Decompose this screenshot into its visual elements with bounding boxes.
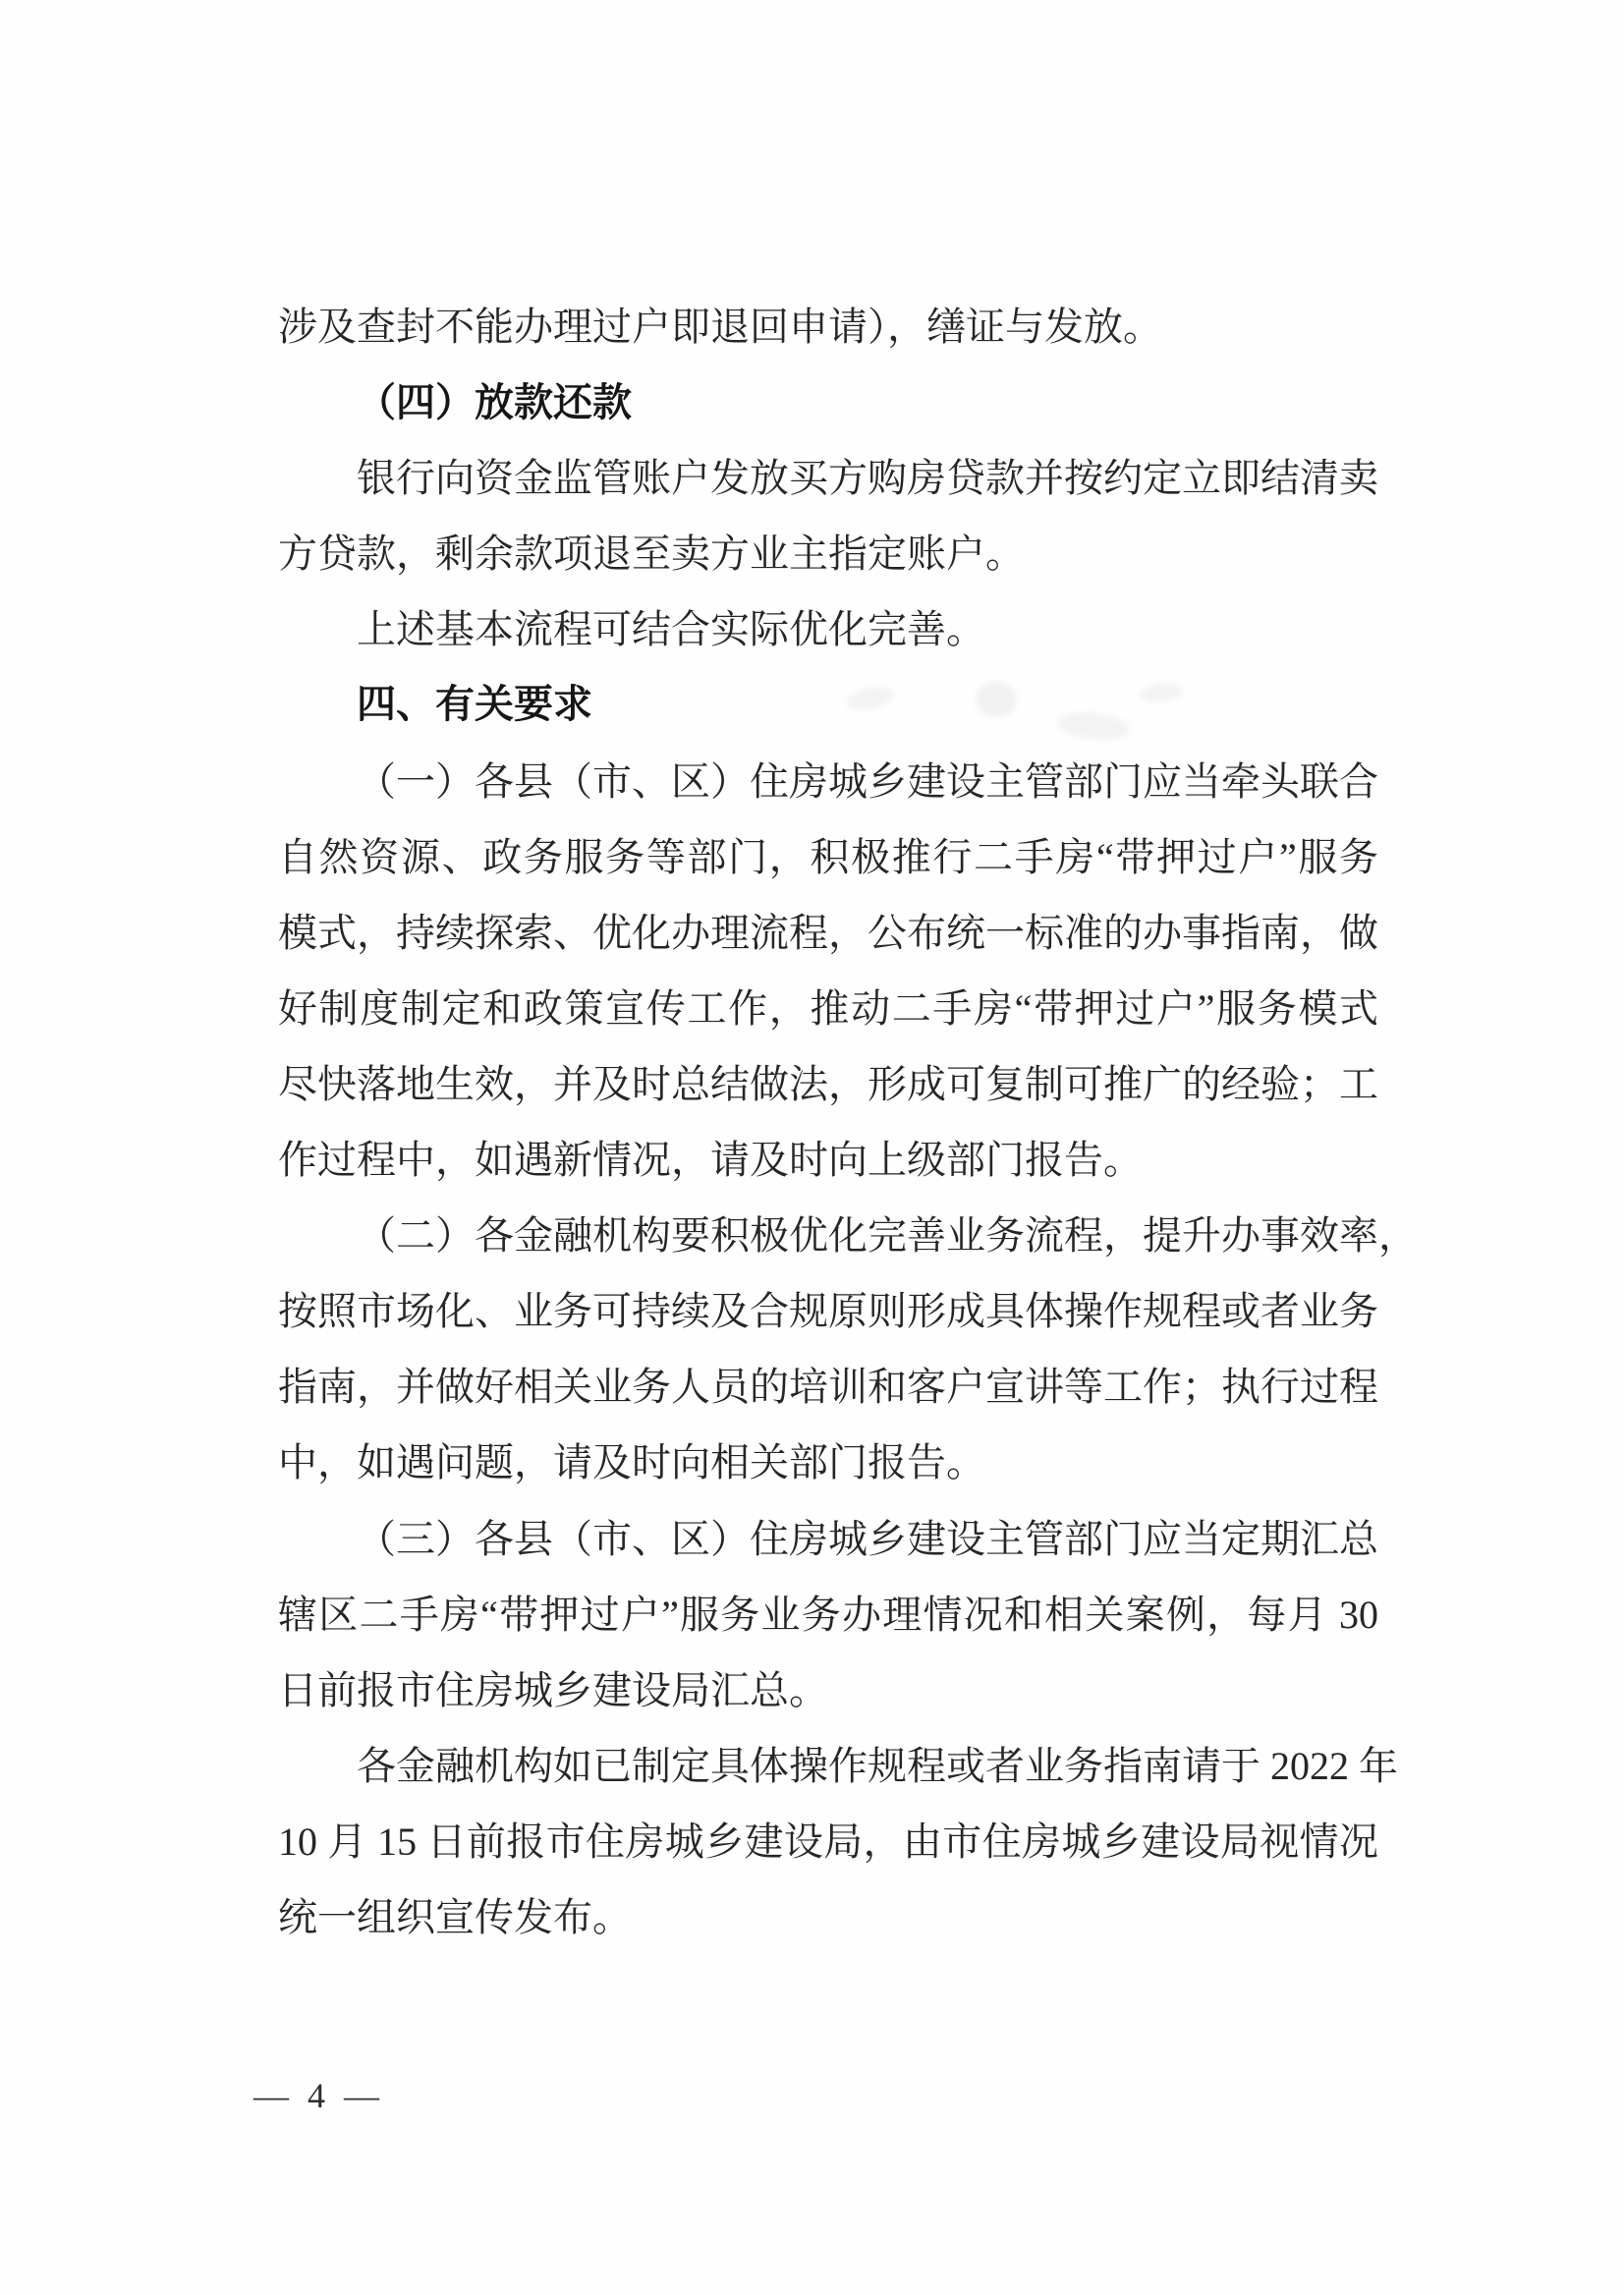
page-number: — 4 — <box>253 2076 384 2115</box>
document-body <box>278 289 1418 1955</box>
scan-artifact <box>976 682 1017 717</box>
text-line: 自然资源、政务服务等部门，积极推行二手房“带押过户”服务 <box>278 834 1378 879</box>
text-line: 上述基本流程可结合实际优化完善。 <box>357 607 985 652</box>
text-line: 作过程中，如遇新情况，请及时向上级部门报告。 <box>278 1138 1143 1183</box>
text-line: （二）各金融机构要积极优化完善业务流程，提升办事效率， <box>357 1213 1418 1259</box>
text-line: 涉及查封不能办理过户即退回申请），缮证与发放。 <box>278 305 1162 349</box>
text-line: 指南，并做好相关业务人员的培训和客户宣讲等工作；执行过程 <box>278 1365 1378 1410</box>
text-line: 模式，持续探索、优化办理流程，公布统一标准的办事指南，做 <box>278 910 1378 955</box>
text-line: 银行向资金监管账户发放买方购房贷款并按约定立即结清卖 <box>357 456 1378 501</box>
text-line: 中，如遇问题，请及时向相关部门报告。 <box>278 1440 985 1485</box>
text-line: 日前报市住房城乡建设局汇总。 <box>278 1667 828 1712</box>
text-line: 辖区二手房“带押过户”服务业务办理情况和相关案例，每月 30 <box>278 1592 1378 1637</box>
text-line: 10 月 15 日前报市住房城乡建设局，由市住房城乡建设局视情况 <box>278 1819 1378 1864</box>
text-line: 方贷款，剩余款项退至卖方业主指定账户。 <box>278 532 1025 577</box>
text-line: （一）各县（市、区）住房城乡建设主管部门应当牵头联合 <box>357 758 1378 804</box>
text-line: 好制度制定和政策宣传工作，推动二手房“带押过户”服务模式 <box>278 985 1378 1031</box>
text-line: 尽快落地生效，并及时总结做法，形成可复制可推广的经验；工 <box>278 1061 1378 1106</box>
text-line: 各金融机构如已制定具体操作规程或者业务指南请于 2022 年 <box>357 1743 1398 1788</box>
section-heading-youguan-yaoqiu: 四、有关要求 <box>357 683 592 727</box>
text-line: 按照市场化、业务可持续及合规原则形成具体操作规程或者业务 <box>278 1289 1378 1334</box>
text-line: （三）各县（市、区）住房城乡建设主管部门应当定期汇总 <box>357 1516 1378 1561</box>
heading-line-4-fangkuan-huankuan: （四）放款还款 <box>357 380 632 425</box>
text-line: 统一组织宣传发布。 <box>278 1894 632 1939</box>
